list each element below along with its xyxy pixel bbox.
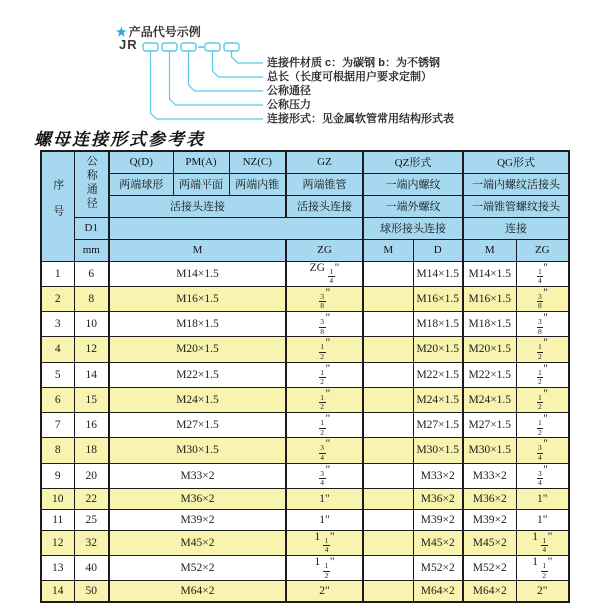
cell-m: M20×1.5 <box>109 337 286 362</box>
cell-qg-m: M27×1.5 <box>463 413 516 438</box>
header-q-desc: 两端球形 <box>109 173 173 195</box>
cell-qz-m <box>363 312 413 337</box>
header-col-qg: QG形式 <box>463 151 569 173</box>
table-row <box>41 463 569 488</box>
table-row <box>41 438 569 463</box>
table-row <box>41 337 569 362</box>
cell-gz-zg: 1 $\frac{1}{2}$ " <box>286 556 363 581</box>
table-row <box>41 556 569 581</box>
cell-m: M22×1.5 <box>109 362 286 387</box>
cell-qg-m: M20×1.5 <box>463 337 516 362</box>
cell-qg-zg: $\frac{3}{8}$ " <box>516 286 569 311</box>
diagram-label-pressure: 公称压力 <box>267 99 311 111</box>
header-qg-m: M <box>463 239 516 261</box>
cell-qz-m <box>363 509 413 530</box>
table-row <box>41 387 569 412</box>
cell-seq: 6 <box>41 387 74 412</box>
cell-mm: 20 <box>74 463 109 488</box>
cell-qz-d: M45×2 <box>413 530 463 555</box>
cell-qz-m <box>363 488 413 509</box>
table-title: 螺母连接形式参考表 <box>34 130 205 149</box>
cell-qz-d: M33×2 <box>413 463 463 488</box>
cell-gz-zg: $\frac{1}{2}$ " <box>286 362 363 387</box>
cell-gz-zg: $\frac{1}{2}$ " <box>286 337 363 362</box>
table-row <box>41 261 569 286</box>
cell-mm: 14 <box>74 362 109 387</box>
header-zg-gz: ZG <box>286 239 363 261</box>
cell-qz-d: M18×1.5 <box>413 312 463 337</box>
table-row <box>41 530 569 555</box>
header-qz-desc1: 一端内螺纹 <box>363 173 463 195</box>
code-box <box>224 43 239 51</box>
cell-qg-m: M39×2 <box>463 509 516 530</box>
diagram-label-length: 总长（长度可根据用户要求定制） <box>267 71 432 83</box>
cell-mm: 40 <box>74 556 109 581</box>
connector-line <box>232 51 264 63</box>
cell-qg-zg: $\frac{3}{4}$ " <box>516 438 569 463</box>
cell-qg-zg: 2" <box>516 581 569 602</box>
header-qg-desc2: 一端锥管螺纹接头 <box>463 195 569 217</box>
cell-qg-m: M18×1.5 <box>463 312 516 337</box>
connector-line <box>213 51 264 77</box>
cell-qz-d: M16×1.5 <box>413 286 463 311</box>
cell-qz-m <box>363 556 413 581</box>
diagram-label-material: 连接件材质 c：为碳钢 b：为不锈钢 <box>267 57 440 69</box>
cell-mm: 32 <box>74 530 109 555</box>
header-pm-desc: 两端平面 <box>173 173 229 195</box>
cell-seq: 4 <box>41 337 74 362</box>
connector-line <box>151 51 264 119</box>
nut-connection-table <box>40 150 570 603</box>
cell-mm: 25 <box>74 509 109 530</box>
cell-seq: 8 <box>41 438 74 463</box>
cell-seq: 3 <box>41 312 74 337</box>
cell-seq: 5 <box>41 362 74 387</box>
diagram-label-diameter: 公称通径 <box>267 85 311 97</box>
cell-qg-zg: $\frac{1}{2}$ " <box>516 413 569 438</box>
cell-qg-m: M64×2 <box>463 581 516 602</box>
cell-qg-zg: $\frac{1}{2}$ " <box>516 362 569 387</box>
cell-qg-zg: 1" <box>516 488 569 509</box>
cell-qz-d: M27×1.5 <box>413 413 463 438</box>
cell-mm: 6 <box>74 261 109 286</box>
cell-qz-m <box>363 438 413 463</box>
cell-qz-m <box>363 463 413 488</box>
cell-m: M16×1.5 <box>109 286 286 311</box>
table-row <box>41 581 569 602</box>
cell-qz-m <box>363 337 413 362</box>
cell-qz-m <box>363 286 413 311</box>
cell-gz-zg: 2" <box>286 581 363 602</box>
cell-gz-zg: $\frac{3}{4}$ " <box>286 463 363 488</box>
cell-mm: 50 <box>74 581 109 602</box>
cell-mm: 18 <box>74 438 109 463</box>
cell-qg-m: M33×2 <box>463 463 516 488</box>
cell-mm: 15 <box>74 387 109 412</box>
code-box <box>143 43 158 51</box>
cell-qz-m <box>363 413 413 438</box>
header-gz-conn: 活接头连接 <box>286 195 363 217</box>
cell-qz-d: M14×1.5 <box>413 261 463 286</box>
cell-qg-zg: $\frac{3}{4}$ " <box>516 463 569 488</box>
cell-mm: 8 <box>74 286 109 311</box>
header-nominal-diameter: 公称通径 <box>74 151 109 217</box>
cell-gz-zg: 1" <box>286 488 363 509</box>
cell-qg-m: M45×2 <box>463 530 516 555</box>
cell-m: M64×2 <box>109 581 286 602</box>
cell-qg-zg: $\frac{1}{4}$ " <box>516 261 569 286</box>
cell-qg-zg: $\frac{3}{8}$ " <box>516 312 569 337</box>
header-qz-desc2: 一端外螺纹 <box>363 195 463 217</box>
cell-m: M52×2 <box>109 556 286 581</box>
header-qz-d: D <box>413 239 463 261</box>
cell-mm: 10 <box>74 312 109 337</box>
diagram-title-text: 产品代号示例 <box>128 25 201 39</box>
header-nz-desc: 两端内锥 <box>229 173 286 195</box>
header-qz-m: M <box>363 239 413 261</box>
header-col-pm: PM(A) <box>173 151 229 173</box>
cell-seq: 12 <box>41 530 74 555</box>
cell-qz-d: M22×1.5 <box>413 362 463 387</box>
header-qg-zg: ZG <box>516 239 569 261</box>
cell-gz-zg: $\frac{3}{4}$ " <box>286 438 363 463</box>
table-row <box>41 286 569 311</box>
table-body <box>41 261 569 602</box>
diagram-label-connection: 连接形式：见金属软管常用结构形式表 <box>267 113 454 125</box>
header-qg-desc1: 一端内螺纹活接头 <box>463 173 569 195</box>
header-qg-desc3: 连接 <box>463 217 569 239</box>
connector-line <box>170 51 264 105</box>
cell-qg-m: M16×1.5 <box>463 286 516 311</box>
cell-m: M14×1.5 <box>109 261 286 286</box>
header-col-gz: GZ <box>286 151 363 173</box>
cell-qg-m: M14×1.5 <box>463 261 516 286</box>
header-empty-span <box>109 217 363 239</box>
cell-m: M45×2 <box>109 530 286 555</box>
cell-qz-d: M64×2 <box>413 581 463 602</box>
header-col-qz: QZ形式 <box>363 151 463 173</box>
cell-qz-m <box>363 261 413 286</box>
cell-qg-zg: 1" <box>516 509 569 530</box>
cell-gz-zg: $\frac{1}{2}$ " <box>286 387 363 412</box>
star-icon: ★ <box>116 25 127 39</box>
cell-gz-zg: ZG $\frac{1}{4}$ " <box>286 261 363 286</box>
cell-qz-m <box>363 530 413 555</box>
cell-m: M36×2 <box>109 488 286 509</box>
cell-qz-d: M39×2 <box>413 509 463 530</box>
cell-m: M27×1.5 <box>109 413 286 438</box>
cell-qg-m: M30×1.5 <box>463 438 516 463</box>
code-box <box>205 43 220 51</box>
table-row <box>41 509 569 530</box>
table-row <box>41 488 569 509</box>
code-box <box>181 43 196 51</box>
cell-qg-m: M36×2 <box>463 488 516 509</box>
cell-qz-d: M30×1.5 <box>413 438 463 463</box>
cell-mm: 22 <box>74 488 109 509</box>
cell-qg-zg: 1 $\frac{1}{2}$ " <box>516 556 569 581</box>
cell-qg-zg: $\frac{1}{2}$ " <box>516 337 569 362</box>
table-row <box>41 362 569 387</box>
table-row <box>41 413 569 438</box>
cell-qg-zg: 1 $\frac{1}{4}$ " <box>516 530 569 555</box>
cell-seq: 11 <box>41 509 74 530</box>
cell-mm: 12 <box>74 337 109 362</box>
cell-seq: 9 <box>41 463 74 488</box>
cell-seq: 1 <box>41 261 74 286</box>
cell-m: M33×2 <box>109 463 286 488</box>
table-header <box>41 151 569 261</box>
header-union-conn: 活接头连接 <box>109 195 286 217</box>
cell-qz-m <box>363 387 413 412</box>
cell-mm: 16 <box>74 413 109 438</box>
cell-seq: 10 <box>41 488 74 509</box>
cell-qz-d: M36×2 <box>413 488 463 509</box>
cell-m: M18×1.5 <box>109 312 286 337</box>
cell-m: M39×2 <box>109 509 286 530</box>
cell-qg-m: M52×2 <box>463 556 516 581</box>
header-m-wide: M <box>109 239 286 261</box>
cell-qg-m: M22×1.5 <box>463 362 516 387</box>
cell-m: M24×1.5 <box>109 387 286 412</box>
cell-gz-zg: $\frac{3}{8}$ " <box>286 312 363 337</box>
code-box <box>162 43 177 51</box>
table-row <box>41 312 569 337</box>
cell-qz-d: M24×1.5 <box>413 387 463 412</box>
cell-seq: 2 <box>41 286 74 311</box>
header-gz-desc: 两端锥管 <box>286 173 363 195</box>
header-col-q: Q(D) <box>109 151 173 173</box>
header-col-nz: NZ(C) <box>229 151 286 173</box>
header-mm: mm <box>74 239 109 261</box>
cell-qz-m <box>363 581 413 602</box>
cell-qz-d: M52×2 <box>413 556 463 581</box>
cell-seq: 13 <box>41 556 74 581</box>
cell-qg-m: M24×1.5 <box>463 387 516 412</box>
cell-qg-zg: $\frac{1}{2}$ " <box>516 387 569 412</box>
header-d1: D1 <box>74 217 109 239</box>
cell-gz-zg: $\frac{3}{8}$ " <box>286 286 363 311</box>
header-qz-desc3: 球形接头连接 <box>363 217 463 239</box>
cell-seq: 7 <box>41 413 74 438</box>
cell-gz-zg: 1" <box>286 509 363 530</box>
product-code-prefix: JR <box>119 37 138 52</box>
cell-qz-m <box>363 362 413 387</box>
cell-m: M30×1.5 <box>109 438 286 463</box>
cell-gz-zg: 1 $\frac{1}{4}$ " <box>286 530 363 555</box>
cell-qz-d: M20×1.5 <box>413 337 463 362</box>
header-seq: 序号 <box>41 151 74 261</box>
connector-line <box>189 51 264 91</box>
cell-gz-zg: $\frac{1}{2}$ " <box>286 413 363 438</box>
cell-seq: 14 <box>41 581 74 602</box>
